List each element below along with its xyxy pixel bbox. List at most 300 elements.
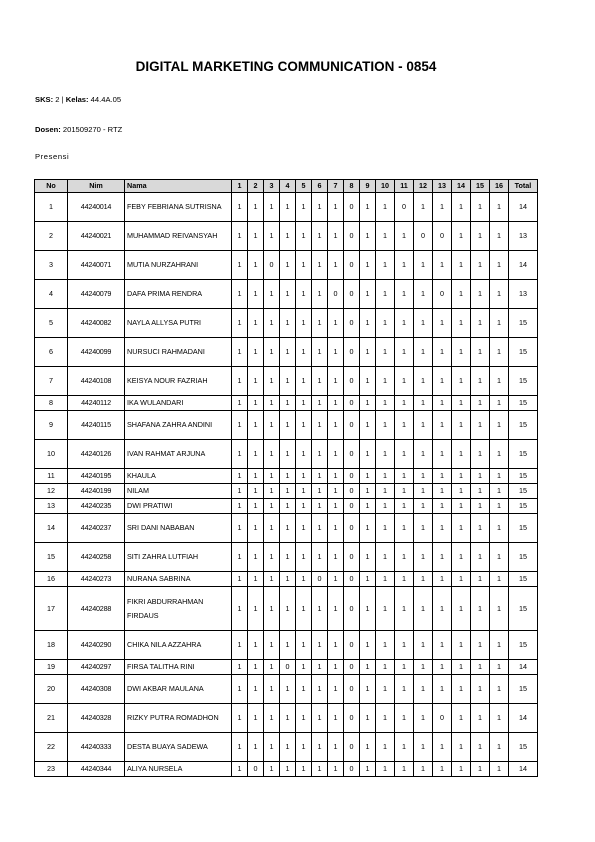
meeting-cell: 1 — [376, 338, 395, 367]
table-row — [35, 587, 538, 631]
nama-cell: MUHAMMAD REIVANSYAH — [125, 222, 232, 251]
nim-cell: 44240079 — [68, 280, 125, 309]
nim-cell: 44240333 — [68, 733, 125, 762]
total-cell: 15 — [509, 543, 538, 572]
meeting-cell: 1 — [490, 704, 509, 733]
meeting-cell: 1 — [490, 572, 509, 587]
meeting-cell: 1 — [490, 484, 509, 499]
meeting-cell: 1 — [280, 499, 296, 514]
nama-cell: NILAM — [125, 484, 232, 499]
meeting-cell: 1 — [360, 440, 376, 469]
meeting-cell: 1 — [248, 222, 264, 251]
meeting-cell: 1 — [452, 660, 471, 675]
meeting-cell: 1 — [433, 587, 452, 631]
meeting-cell: 1 — [328, 572, 344, 587]
meeting-cell: 0 — [248, 762, 264, 777]
meeting-cell: 1 — [264, 411, 280, 440]
meeting-cell: 1 — [296, 704, 312, 733]
meeting-cell: 1 — [328, 338, 344, 367]
meeting-cell: 1 — [471, 440, 490, 469]
column-header: Nama — [125, 180, 232, 193]
total-cell: 15 — [509, 396, 538, 411]
meeting-cell: 1 — [248, 587, 264, 631]
meeting-cell: 1 — [490, 514, 509, 543]
total-cell: 15 — [509, 631, 538, 660]
meeting-cell: 1 — [264, 675, 280, 704]
meeting-cell: 1 — [264, 396, 280, 411]
meeting-cell: 1 — [232, 193, 248, 222]
table-row — [35, 704, 538, 733]
nama-cell: IKA WULANDARI — [125, 396, 232, 411]
meeting-cell: 1 — [395, 543, 414, 572]
meeting-cell: 1 — [433, 469, 452, 484]
meeting-cell: 0 — [344, 411, 360, 440]
meeting-cell: 0 — [433, 280, 452, 309]
meeting-cell: 1 — [248, 396, 264, 411]
nama-cell: MUTIA NURZAHRANI — [125, 251, 232, 280]
meeting-cell: 1 — [490, 251, 509, 280]
table-row — [35, 411, 538, 440]
meeting-cell: 1 — [395, 396, 414, 411]
nama-cell: RIZKY PUTRA ROMADHON — [125, 704, 232, 733]
row-number-cell: 19 — [35, 660, 68, 675]
meeting-cell: 1 — [414, 469, 433, 484]
meeting-cell: 1 — [264, 280, 280, 309]
row-number-cell: 1 — [35, 193, 68, 222]
meeting-cell: 1 — [328, 704, 344, 733]
meeting-cell: 1 — [296, 675, 312, 704]
meeting-cell: 1 — [280, 733, 296, 762]
meeting-cell: 0 — [433, 222, 452, 251]
table-row — [35, 660, 538, 675]
meeting-cell: 1 — [328, 631, 344, 660]
meeting-cell: 1 — [296, 543, 312, 572]
nama-cell: NURANA SABRINA — [125, 572, 232, 587]
meeting-cell: 1 — [490, 440, 509, 469]
meeting-cell: 0 — [264, 251, 280, 280]
meeting-cell: 1 — [360, 309, 376, 338]
column-header: 10 — [376, 180, 395, 193]
meeting-cell: 1 — [414, 514, 433, 543]
nama-cell: NURSUCI RAHMADANI — [125, 338, 232, 367]
table-row — [35, 396, 538, 411]
meeting-cell: 1 — [248, 440, 264, 469]
row-number-cell: 3 — [35, 251, 68, 280]
meeting-cell: 1 — [376, 469, 395, 484]
meeting-cell: 1 — [328, 396, 344, 411]
nama-cell: SITI ZAHRA LUTFIAH — [125, 543, 232, 572]
meeting-cell: 1 — [248, 675, 264, 704]
meeting-cell: 0 — [414, 222, 433, 251]
total-cell: 14 — [509, 762, 538, 777]
meeting-cell: 1 — [414, 367, 433, 396]
meeting-cell: 1 — [360, 704, 376, 733]
meeting-cell: 1 — [433, 514, 452, 543]
meeting-cell: 1 — [248, 543, 264, 572]
separator: | — [61, 95, 64, 104]
meeting-cell: 1 — [296, 484, 312, 499]
meeting-cell: 1 — [360, 675, 376, 704]
meeting-cell: 1 — [312, 396, 328, 411]
column-header: 4 — [280, 180, 296, 193]
meeting-cell: 1 — [471, 309, 490, 338]
meeting-cell: 1 — [376, 572, 395, 587]
nama-cell: FEBY FEBRIANA SUTRISNA — [125, 193, 232, 222]
meeting-cell: 1 — [490, 499, 509, 514]
meeting-cell: 1 — [280, 514, 296, 543]
meeting-cell: 1 — [232, 660, 248, 675]
dosen-label: Dosen: — [35, 125, 61, 134]
attendance-table — [34, 179, 538, 777]
meeting-cell: 1 — [360, 762, 376, 777]
meeting-cell: 1 — [264, 631, 280, 660]
meeting-cell: 1 — [490, 309, 509, 338]
total-cell: 15 — [509, 514, 538, 543]
meeting-cell: 1 — [296, 469, 312, 484]
meeting-cell: 1 — [264, 514, 280, 543]
total-cell: 15 — [509, 733, 538, 762]
meeting-cell: 1 — [360, 660, 376, 675]
meeting-cell: 1 — [376, 367, 395, 396]
row-number-cell: 4 — [35, 280, 68, 309]
meeting-cell: 1 — [232, 367, 248, 396]
row-number-cell: 12 — [35, 484, 68, 499]
meeting-cell: 1 — [433, 251, 452, 280]
meeting-cell: 1 — [328, 193, 344, 222]
meeting-cell: 1 — [433, 411, 452, 440]
meeting-cell: 1 — [312, 704, 328, 733]
meeting-cell: 1 — [471, 280, 490, 309]
meeting-cell: 1 — [264, 543, 280, 572]
meeting-cell: 1 — [328, 484, 344, 499]
meeting-cell: 1 — [471, 222, 490, 251]
meeting-cell: 1 — [471, 499, 490, 514]
meeting-cell: 1 — [395, 514, 414, 543]
meeting-cell: 1 — [232, 396, 248, 411]
meeting-cell: 1 — [433, 367, 452, 396]
meeting-cell: 1 — [296, 222, 312, 251]
meeting-cell: 1 — [471, 733, 490, 762]
meeting-cell: 0 — [344, 660, 360, 675]
column-header: 3 — [264, 180, 280, 193]
table-row — [35, 309, 538, 338]
meeting-cell: 1 — [264, 193, 280, 222]
meeting-cell: 1 — [395, 733, 414, 762]
meeting-cell: 1 — [433, 440, 452, 469]
meeting-cell: 1 — [280, 222, 296, 251]
meeting-cell: 1 — [471, 675, 490, 704]
nim-cell: 44240014 — [68, 193, 125, 222]
meeting-cell: 1 — [414, 660, 433, 675]
meeting-cell: 1 — [312, 469, 328, 484]
meeting-cell: 1 — [248, 660, 264, 675]
meeting-cell: 0 — [344, 338, 360, 367]
meeting-cell: 1 — [264, 338, 280, 367]
meeting-cell: 1 — [395, 411, 414, 440]
meeting-cell: 1 — [328, 733, 344, 762]
meeting-cell: 1 — [328, 499, 344, 514]
meeting-cell: 1 — [312, 338, 328, 367]
nim-cell: 44240273 — [68, 572, 125, 587]
meeting-cell: 1 — [452, 587, 471, 631]
meeting-cell: 1 — [328, 514, 344, 543]
meeting-cell: 1 — [232, 762, 248, 777]
meeting-cell: 1 — [248, 484, 264, 499]
total-cell: 15 — [509, 572, 538, 587]
total-cell: 14 — [509, 251, 538, 280]
nim-cell: 44240099 — [68, 338, 125, 367]
meeting-cell: 1 — [452, 338, 471, 367]
meeting-cell: 1 — [312, 514, 328, 543]
nama-cell: CHIKA NILA AZZAHRA — [125, 631, 232, 660]
table-body — [35, 193, 538, 777]
meeting-cell: 1 — [328, 675, 344, 704]
meeting-cell: 0 — [328, 280, 344, 309]
meeting-cell: 1 — [328, 222, 344, 251]
meeting-cell: 1 — [296, 193, 312, 222]
row-number-cell: 14 — [35, 514, 68, 543]
meeting-cell: 1 — [433, 543, 452, 572]
meeting-cell: 1 — [414, 440, 433, 469]
meeting-cell: 1 — [376, 396, 395, 411]
row-number-cell: 13 — [35, 499, 68, 514]
meeting-cell: 1 — [376, 587, 395, 631]
meeting-cell: 1 — [452, 543, 471, 572]
meeting-cell: 1 — [471, 704, 490, 733]
meeting-cell: 1 — [471, 367, 490, 396]
total-cell: 15 — [509, 469, 538, 484]
meeting-cell: 0 — [344, 543, 360, 572]
meeting-cell: 0 — [344, 499, 360, 514]
meeting-cell: 1 — [376, 660, 395, 675]
nama-cell: DWI PRATIWI — [125, 499, 232, 514]
meeting-cell: 1 — [280, 675, 296, 704]
meeting-cell: 1 — [360, 367, 376, 396]
total-cell: 15 — [509, 367, 538, 396]
meeting-cell: 1 — [376, 411, 395, 440]
meeting-cell: 1 — [312, 631, 328, 660]
meeting-cell: 1 — [232, 704, 248, 733]
meeting-cell: 1 — [452, 631, 471, 660]
meeting-cell: 1 — [280, 251, 296, 280]
meeting-cell: 0 — [344, 396, 360, 411]
meeting-cell: 1 — [414, 411, 433, 440]
nama-cell: DAFA PRIMA RENDRA — [125, 280, 232, 309]
total-cell: 13 — [509, 222, 538, 251]
meeting-cell: 1 — [471, 762, 490, 777]
meeting-cell: 1 — [360, 193, 376, 222]
meeting-cell: 1 — [312, 222, 328, 251]
meeting-cell: 1 — [328, 587, 344, 631]
meeting-cell: 1 — [395, 660, 414, 675]
meeting-cell: 1 — [312, 411, 328, 440]
meeting-cell: 1 — [360, 280, 376, 309]
meeting-cell: 1 — [296, 499, 312, 514]
meeting-cell: 1 — [433, 309, 452, 338]
meeting-cell: 1 — [280, 587, 296, 631]
meeting-cell: 1 — [312, 367, 328, 396]
meeting-cell: 1 — [471, 572, 490, 587]
meeting-cell: 1 — [376, 280, 395, 309]
meeting-cell: 1 — [376, 514, 395, 543]
row-number-cell: 21 — [35, 704, 68, 733]
meeting-cell: 1 — [312, 484, 328, 499]
row-number-cell: 2 — [35, 222, 68, 251]
nama-cell: DESTA BUAYA SADEWA — [125, 733, 232, 762]
meeting-cell: 1 — [490, 280, 509, 309]
table-row — [35, 514, 538, 543]
meeting-cell: 1 — [433, 733, 452, 762]
nim-cell: 44240115 — [68, 411, 125, 440]
meeting-cell: 1 — [452, 396, 471, 411]
meeting-cell: 1 — [328, 367, 344, 396]
nim-cell: 44240195 — [68, 469, 125, 484]
meeting-cell: 1 — [312, 660, 328, 675]
column-header: 5 — [296, 180, 312, 193]
table-row — [35, 762, 538, 777]
nim-cell: 44240328 — [68, 704, 125, 733]
meeting-cell: 1 — [471, 338, 490, 367]
meeting-cell: 1 — [490, 762, 509, 777]
meeting-cell: 0 — [344, 367, 360, 396]
meeting-cell: 1 — [490, 193, 509, 222]
meeting-cell: 1 — [376, 762, 395, 777]
nim-cell: 44240344 — [68, 762, 125, 777]
meeting-cell: 1 — [264, 762, 280, 777]
meeting-cell: 0 — [344, 704, 360, 733]
meeting-cell: 1 — [471, 484, 490, 499]
column-header: 12 — [414, 180, 433, 193]
total-cell: 15 — [509, 338, 538, 367]
table-row — [35, 733, 538, 762]
meeting-cell: 1 — [328, 762, 344, 777]
meeting-cell: 1 — [248, 499, 264, 514]
meeting-cell: 1 — [433, 396, 452, 411]
meeting-cell: 1 — [232, 338, 248, 367]
meeting-cell: 1 — [395, 367, 414, 396]
meeting-cell: 1 — [360, 543, 376, 572]
meeting-cell: 1 — [280, 484, 296, 499]
meeting-cell: 1 — [490, 631, 509, 660]
meeting-cell: 1 — [395, 762, 414, 777]
table-row — [35, 484, 538, 499]
nama-cell: IVAN RAHMAT ARJUNA — [125, 440, 232, 469]
meeting-cell: 1 — [471, 587, 490, 631]
meeting-cell: 1 — [395, 469, 414, 484]
meeting-cell: 1 — [328, 411, 344, 440]
meeting-cell: 1 — [414, 309, 433, 338]
meeting-cell: 1 — [328, 543, 344, 572]
document-title: DIGITAL MARKETING COMMUNICATION - 0854 — [135, 59, 437, 74]
meeting-cell: 1 — [452, 222, 471, 251]
meeting-cell: 1 — [414, 733, 433, 762]
meeting-cell: 1 — [376, 222, 395, 251]
meeting-cell: 1 — [490, 733, 509, 762]
meeting-cell: 1 — [414, 484, 433, 499]
meeting-cell: 1 — [312, 440, 328, 469]
meeting-cell: 1 — [232, 484, 248, 499]
meeting-cell: 1 — [280, 704, 296, 733]
meeting-cell: 1 — [232, 733, 248, 762]
meeting-cell: 1 — [395, 631, 414, 660]
nim-cell: 44240288 — [68, 587, 125, 631]
meeting-cell: 0 — [344, 193, 360, 222]
meeting-cell: 1 — [280, 762, 296, 777]
row-number-cell: 9 — [35, 411, 68, 440]
meeting-cell: 1 — [248, 572, 264, 587]
total-cell: 15 — [509, 440, 538, 469]
meeting-cell: 0 — [344, 280, 360, 309]
presensi-heading: Presensi — [35, 152, 70, 161]
meeting-cell: 1 — [376, 193, 395, 222]
meeting-cell: 1 — [280, 309, 296, 338]
meeting-cell: 1 — [452, 762, 471, 777]
row-number-cell: 22 — [35, 733, 68, 762]
total-cell: 15 — [509, 587, 538, 631]
meeting-cell: 1 — [280, 543, 296, 572]
meeting-cell: 1 — [395, 280, 414, 309]
meeting-cell: 0 — [344, 514, 360, 543]
meeting-cell: 0 — [344, 587, 360, 631]
row-number-cell: 6 — [35, 338, 68, 367]
meeting-cell: 1 — [280, 411, 296, 440]
meeting-cell: 1 — [471, 469, 490, 484]
total-cell: 13 — [509, 280, 538, 309]
nama-cell: KEISYA NOUR FAZRIAH — [125, 367, 232, 396]
meeting-cell: 0 — [344, 222, 360, 251]
meeting-cell: 1 — [452, 251, 471, 280]
meeting-cell: 1 — [490, 338, 509, 367]
meeting-cell: 1 — [264, 499, 280, 514]
meeting-cell: 1 — [296, 251, 312, 280]
meeting-cell: 1 — [471, 543, 490, 572]
meeting-cell: 1 — [232, 469, 248, 484]
meeting-cell: 0 — [344, 572, 360, 587]
meeting-cell: 1 — [452, 704, 471, 733]
meeting-cell: 1 — [490, 411, 509, 440]
meeting-cell: 1 — [248, 338, 264, 367]
meeting-cell: 1 — [264, 660, 280, 675]
nama-cell: SHAFANA ZAHRA ANDINI — [125, 411, 232, 440]
meeting-cell: 1 — [296, 396, 312, 411]
meeting-cell: 1 — [264, 222, 280, 251]
meeting-cell: 1 — [360, 514, 376, 543]
meeting-cell: 1 — [264, 572, 280, 587]
meeting-cell: 1 — [376, 499, 395, 514]
nim-cell: 44240290 — [68, 631, 125, 660]
meeting-cell: 1 — [433, 338, 452, 367]
meeting-cell: 1 — [395, 440, 414, 469]
meeting-cell: 1 — [296, 367, 312, 396]
column-header: 6 — [312, 180, 328, 193]
meeting-cell: 1 — [248, 514, 264, 543]
meeting-cell: 1 — [452, 411, 471, 440]
meeting-cell: 1 — [328, 440, 344, 469]
meeting-cell: 1 — [232, 587, 248, 631]
meeting-cell: 1 — [296, 411, 312, 440]
meeting-cell: 1 — [296, 762, 312, 777]
row-number-cell: 20 — [35, 675, 68, 704]
meeting-cell: 1 — [471, 514, 490, 543]
meeting-cell: 1 — [490, 660, 509, 675]
nama-cell: ALIYA NURSELA — [125, 762, 232, 777]
meeting-cell: 1 — [248, 631, 264, 660]
table-row — [35, 222, 538, 251]
meeting-cell: 1 — [264, 704, 280, 733]
meeting-cell: 1 — [452, 675, 471, 704]
column-header: 14 — [452, 180, 471, 193]
row-number-cell: 8 — [35, 396, 68, 411]
